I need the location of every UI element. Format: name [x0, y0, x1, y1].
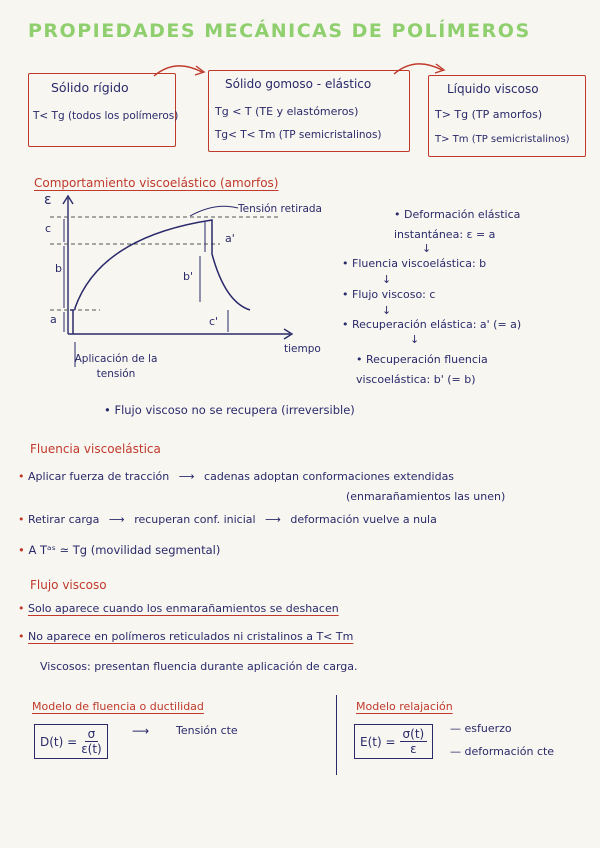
step-arrow-4: ↓ [410, 333, 420, 346]
box-rigido-title: Sólido rígido [51, 80, 129, 95]
formula-fluencia-lhs: D(t) = [40, 734, 78, 749]
step-3: • Flujo viscoso: c [342, 288, 436, 301]
graph-yaxis-label: ε [44, 192, 52, 208]
fluencia-b3: A Tᵃˢ ≃ Tg (movilidad segmental) [28, 543, 221, 557]
step-1: • Deformación elástica instantánea: ε = a [394, 208, 521, 241]
fluencia-heading: Fluencia viscoelástica [30, 442, 161, 456]
modelo-fluencia-title: Modelo de fluencia o ductilidad [32, 700, 204, 713]
step-3-text: Flujo viscoso: c [352, 288, 436, 301]
graph-label-a: a [50, 313, 57, 326]
flujo-heading: Flujo viscoso [30, 578, 107, 592]
box-solido-rigido [28, 73, 179, 147]
box-liquido-line2: T> Tm (TP semicristalinos) [435, 134, 570, 145]
formula-fluencia-box [34, 724, 108, 759]
box-rigido-line1: T< Tg (todos los polímeros) [33, 110, 179, 122]
formula-fluencia-den: ε(t) [81, 742, 102, 756]
box-gomoso-title: Sólido gomoso - elástico [225, 77, 372, 91]
visco-note-text: Flujo viscoso no se recupera (irreversible) [114, 403, 355, 417]
graph-label-c: c [45, 222, 52, 235]
flujo-bullet-2: • No aparece en polímeros reticulados ni cristalinos a T< Tm [18, 630, 354, 643]
step-1-text: Deformación elástica instantánea: ε = a [394, 208, 521, 241]
fluencia-b2a: Retirar carga [28, 513, 100, 526]
graph-label-b: b [55, 262, 62, 275]
visco-note: • Flujo viscoso no se recupera (irreversible) [104, 403, 355, 417]
fluencia-b2b: recuperan conf. inicial [134, 513, 256, 526]
formula-relajacion-box [354, 724, 433, 759]
step-2-text: Fluencia viscoelástica: b [352, 257, 487, 270]
flujo-b2: No aparece en polímeros reticulados ni cristalinos a T< Tm [28, 630, 354, 643]
formula-relajacion-deformacion: deformación cte [464, 745, 555, 758]
modelo-relajacion-title: Modelo relajación [356, 700, 453, 713]
formula-relajacion-note2: — deformación cte [450, 745, 555, 758]
fluencia-bullet-2: • Retirar carga ⟶ recuperan conf. inicial ⟶ deformación vuelve a nula [18, 513, 437, 526]
graph-label-a2: a' [225, 232, 235, 245]
box-gomoso-line1: Tg < T (TE y elastómeros) [215, 105, 359, 118]
formula-fluencia-frac [81, 727, 102, 756]
arrow-rigido-gomoso [150, 60, 210, 80]
graph-label-c2: c' [209, 315, 219, 328]
fluencia-b2c: deformación vuelve a nula [290, 513, 437, 526]
step-arrow-1: ↓ [422, 242, 432, 255]
visco-heading: Comportamiento viscoelástico (amorfos) [34, 176, 279, 190]
box-liquido-title: Líquido viscoso [447, 82, 539, 96]
step-5-text: Recuperación fluencia viscoelástica: b' (= b) [356, 353, 488, 386]
formula-fluencia-arrow: ⟶ [132, 724, 150, 738]
fluencia-bullet-1: • Aplicar fuerza de tracción ⟶ cadenas adoptan conformaciones extendidas [18, 470, 455, 483]
formula-relajacion-num: σ(t) [400, 727, 428, 742]
formula-relajacion-frac [400, 727, 428, 756]
step-5: • Recuperación fluencia viscoelástica: b' (= b) [356, 353, 488, 386]
box-liquido-line1: T> Tg (TP amorfos) [435, 108, 543, 121]
step-4: • Recuperación elástica: a' (= a) [342, 318, 522, 331]
fluencia-b1a: Aplicar fuerza de tracción [28, 470, 170, 483]
formula-relajacion-esfuerzo: esfuerzo [464, 722, 512, 735]
flujo-b3: Viscosos: presentan fluencia durante aplicación de carga. [40, 660, 358, 673]
formula-fluencia-num: σ [85, 727, 99, 742]
fluencia-b1b: cadenas adoptan conformaciones extendidas [204, 470, 455, 483]
step-arrow-2: ↓ [382, 273, 392, 286]
page-title: PROPIEDADES MECÁNICAS DE POLÍMEROS [28, 20, 531, 42]
box-gomoso-line2: Tg< T< Tm (TP semicristalinos) [215, 129, 382, 141]
box-solido-gomoso [208, 70, 410, 152]
step-4-text: Recuperación elástica: a' (= a) [352, 318, 522, 331]
formula-relajacion-den: ε [410, 742, 417, 756]
graph-tension-label: Tensión retirada [238, 203, 322, 215]
graph-label-b2: b' [183, 270, 194, 283]
modelos-divider [336, 695, 337, 775]
graph-xaxis-label: tiempo [284, 343, 321, 355]
fluencia-bullet-3: • A Tᵃˢ ≃ Tg (movilidad segmental) [18, 543, 221, 557]
formula-relajacion-note1: — esfuerzo [450, 722, 512, 735]
flujo-b1: Solo aparece cuando los enmarañamientos se deshacen [28, 602, 339, 615]
graph-aplicacion-label: Aplicación de la tensión [74, 353, 158, 380]
flujo-bullet-1: • Solo aparece cuando los enmarañamientos se deshacen [18, 602, 339, 615]
formula-fluencia-note: Tensión cte [176, 724, 238, 737]
formula-relajacion-lhs: E(t) = [360, 734, 396, 749]
box-liquido-viscoso [428, 75, 586, 157]
step-arrow-3: ↓ [382, 304, 392, 317]
fluencia-b1c: (enmarañamientos las unen) [346, 490, 506, 503]
step-2: • Fluencia viscoelástica: b [342, 257, 487, 270]
